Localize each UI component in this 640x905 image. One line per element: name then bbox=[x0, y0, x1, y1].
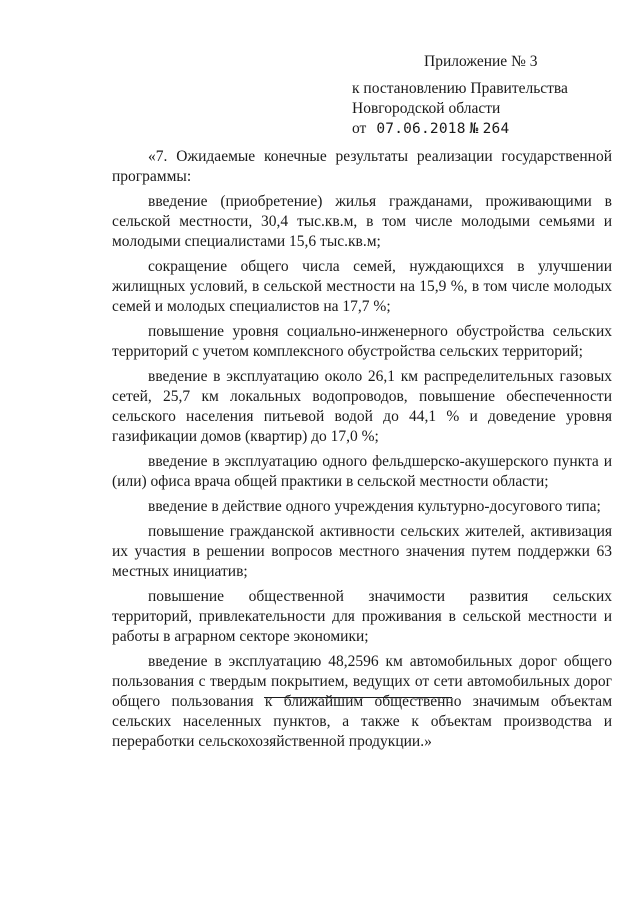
document-body bbox=[112, 147, 612, 757]
decree-date-line bbox=[352, 119, 612, 139]
result-item-housing: введение (приобретение) жилья гражданами, проживающими в сельской местности, 30,4 тыс.кв.м, в том числе молодыми семьями и молодыми специалистами 15,6 тыс.кв.м; bbox=[112, 193, 612, 250]
result-item-significance: повышение общественной значимости развития сельских территорий, привлекательности для проживания в сельской местности и работы в аграрном секторе экономики; bbox=[112, 588, 612, 645]
decree-date: 07.06.2018 bbox=[376, 121, 466, 137]
number-mark: № bbox=[469, 121, 479, 137]
result-item-culture: введение в действие одного учреждения культурно-досугового типа; bbox=[148, 498, 601, 515]
appendix-number: Приложение № 3 bbox=[424, 53, 538, 70]
result-item-roads: введение в эксплуатацию 48,2596 км автомобильных дорог общего пользования с твердым покрытием, ведущих от сети автомобильных дорог общего пользования к ближайшим общественно значимым объектам сельских населенных пунктов, а также к объектам производства и переработки сельскохозяйственной продукции.» bbox=[112, 653, 612, 750]
result-item-infrastructure: повышение уровня социально-инженерного обустройства сельских территорий с учетом комплексного обустройства сельских территорий; bbox=[112, 323, 612, 360]
decree-reference: к постановлению Правительства bbox=[352, 80, 568, 97]
result-item-gas-water: введение в эксплуатацию около 26,1 км распределительных газовых сетей, 25,7 км локальных водопроводов, повышение обеспеченности сельского населения питьевой водой до 44,1 % и доведение уровня газификации домов (квартир) до 17,0 %; bbox=[112, 368, 612, 445]
end-divider bbox=[264, 697, 452, 698]
result-item-civic-activity: повышение гражданской активности сельских жителей, активизация их участия в решении вопросов местного значения путем поддержки 63 местных инициатив; bbox=[112, 523, 612, 580]
region-name: Новгородской области bbox=[352, 100, 501, 117]
result-item-families: сокращение общего числа семей, нуждающихся в улучшении жилищных условий, в сельской местности на 15,9 %, в том числе молодых семей и молодых специалистов на 17,7 %; bbox=[112, 258, 612, 315]
section-heading: «7. Ожидаемые конечные результаты реализации государственной программы: bbox=[112, 148, 612, 185]
decree-number: 264 bbox=[482, 121, 510, 137]
document-header bbox=[352, 52, 612, 139]
date-prefix: от bbox=[352, 120, 367, 137]
result-item-medical: введение в эксплуатацию одного фельдшерско-акушерского пункта и (или) офиса врача общей практики в сельской местности области; bbox=[112, 453, 612, 490]
